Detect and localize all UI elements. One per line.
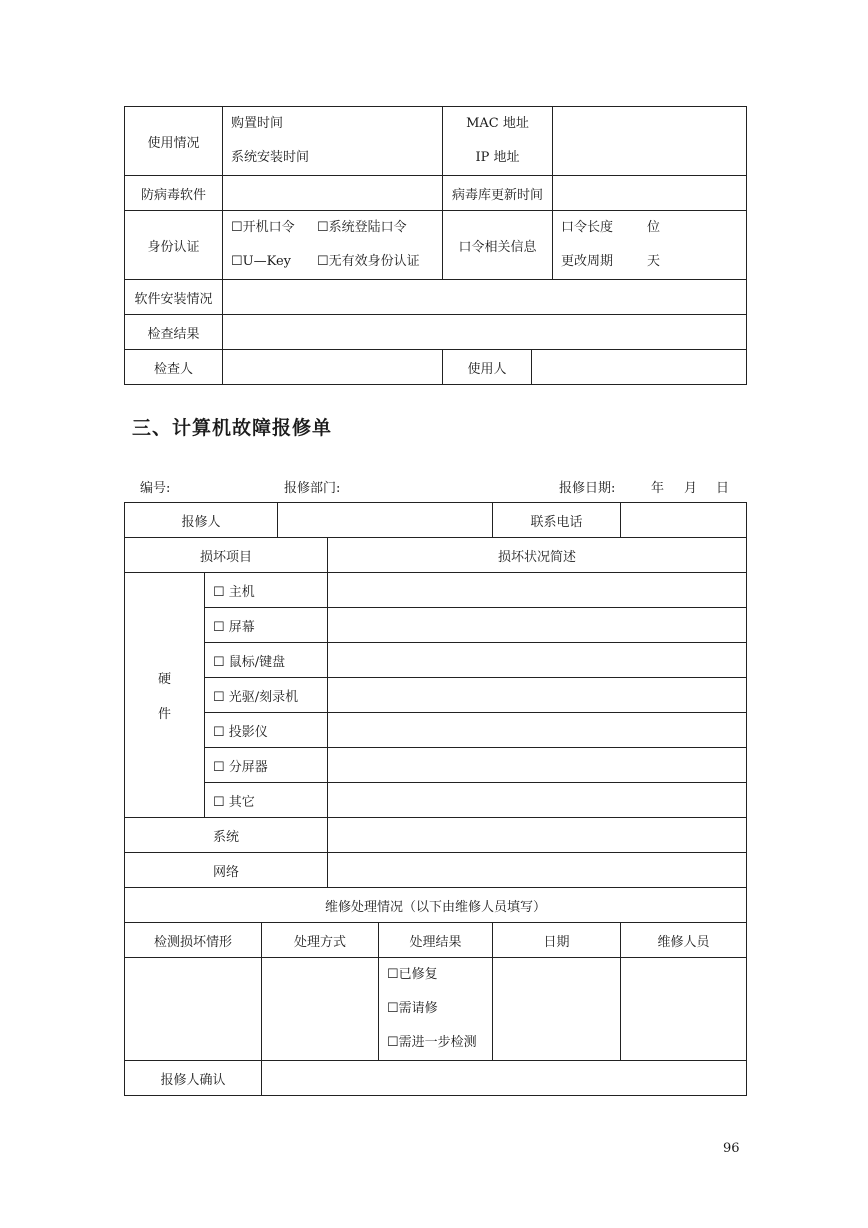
needs-request-checkbox[interactable]: ☐需请修 <box>387 1001 438 1016</box>
antivirus-value[interactable] <box>223 176 443 211</box>
hardware-item[interactable]: ☐ 光驱/刻录机 <box>205 678 328 713</box>
inspector-label: 检查人 <box>125 350 223 385</box>
handling-result-header: 处理结果 <box>379 923 493 958</box>
repair-section-title: 维修处理情况（以下由维修人员填写） <box>125 888 747 923</box>
date-header: 日期 <box>493 923 621 958</box>
reporter-confirm-label: 报修人确认 <box>125 1061 262 1096</box>
needs-further-check-checkbox[interactable]: ☐需进一步检测 <box>387 1035 477 1050</box>
user-label: 使用人 <box>443 350 532 385</box>
hardware-item[interactable]: ☐ 分屏器 <box>205 748 328 783</box>
hardware-item-status[interactable] <box>328 783 747 818</box>
network-address-labels <box>443 107 553 176</box>
hardware-item-status[interactable] <box>328 573 747 608</box>
handling-result-options <box>379 958 493 1061</box>
change-period-unit: 天 <box>647 254 661 269</box>
purchase-time-label: 购置时间 <box>231 116 284 131</box>
number-label: 编号: <box>140 481 171 496</box>
day-label: 日 <box>716 481 730 496</box>
contact-phone-value[interactable] <box>621 503 747 538</box>
inspection-result-value[interactable] <box>223 315 747 350</box>
antivirus-label: 防病毒软件 <box>125 176 223 211</box>
system-install-time-label: 系统安装时间 <box>231 150 310 165</box>
password-length-unit: 位 <box>647 220 661 235</box>
network-status[interactable] <box>328 853 747 888</box>
reporter-confirm-value[interactable] <box>262 1061 747 1096</box>
year-label: 年 <box>651 481 665 496</box>
hardware-item[interactable]: ☐ 主机 <box>205 573 328 608</box>
report-date-label: 报修日期: <box>559 481 616 496</box>
identity-options <box>223 211 443 280</box>
repair-staff-header: 维修人员 <box>621 923 747 958</box>
virus-db-update-value[interactable] <box>553 176 747 211</box>
detect-damage-header: 检测损坏情形 <box>125 923 262 958</box>
inspector-value[interactable] <box>223 350 443 385</box>
no-auth-checkbox[interactable]: ☐无有效身份认证 <box>317 254 420 269</box>
user-value[interactable] <box>532 350 747 385</box>
handling-method-value[interactable] <box>262 958 379 1061</box>
inspection-table <box>124 106 747 385</box>
damage-status-header: 损坏状况简述 <box>328 538 747 573</box>
ukey-checkbox[interactable]: ☐U—Key <box>231 254 292 269</box>
department-label: 报修部门: <box>284 481 341 496</box>
month-label: 月 <box>684 481 698 496</box>
ip-address-label: IP 地址 <box>475 150 520 165</box>
reporter-value[interactable] <box>278 503 493 538</box>
usage-label: 使用情况 <box>125 107 223 176</box>
software-install-label: 软件安装情况 <box>125 280 223 315</box>
hardware-label <box>125 573 205 818</box>
change-period-label: 更改周期 <box>561 254 614 269</box>
hardware-item[interactable]: ☐ 鼠标/键盘 <box>205 643 328 678</box>
date-value[interactable] <box>493 958 621 1061</box>
damaged-item-header: 损坏项目 <box>125 538 328 573</box>
hardware-item[interactable]: ☐ 屏幕 <box>205 608 328 643</box>
hardware-item[interactable]: ☐ 投影仪 <box>205 713 328 748</box>
hardware-char-1: 硬 <box>157 672 171 687</box>
section-title: 三、计算机故障报修单 <box>132 417 333 439</box>
system-label: 系统 <box>125 818 328 853</box>
hardware-item-status[interactable] <box>328 713 747 748</box>
hardware-item-status[interactable] <box>328 608 747 643</box>
hardware-item[interactable]: ☐ 其它 <box>205 783 328 818</box>
virus-db-update-label: 病毒库更新时间 <box>443 176 553 211</box>
repair-staff-value[interactable] <box>621 958 747 1061</box>
repair-form-table <box>124 502 747 1096</box>
repaired-checkbox[interactable]: ☐已修复 <box>387 967 438 982</box>
identity-label: 身份认证 <box>125 211 223 280</box>
hardware-item-status[interactable] <box>328 643 747 678</box>
network-label: 网络 <box>125 853 328 888</box>
hardware-item-status[interactable] <box>328 748 747 783</box>
inspection-result-label: 检查结果 <box>125 315 223 350</box>
network-address-value[interactable] <box>553 107 747 176</box>
handling-method-header: 处理方式 <box>262 923 379 958</box>
password-info-label: 口令相关信息 <box>443 211 553 280</box>
reporter-label: 报修人 <box>125 503 278 538</box>
password-length-label: 口令长度 <box>561 220 614 235</box>
system-status[interactable] <box>328 818 747 853</box>
contact-phone-label: 联系电话 <box>493 503 621 538</box>
boot-password-checkbox[interactable]: ☐开机口令 <box>231 220 295 235</box>
password-info-values[interactable] <box>553 211 747 280</box>
page-number: 96 <box>723 1141 740 1156</box>
hardware-item-status[interactable] <box>328 678 747 713</box>
hardware-char-2: 件 <box>157 707 171 722</box>
detect-damage-value[interactable] <box>125 958 262 1061</box>
software-install-value[interactable] <box>223 280 747 315</box>
login-password-checkbox[interactable]: ☐系统登陆口令 <box>317 220 407 235</box>
mac-address-label: MAC 地址 <box>466 116 529 131</box>
usage-times-cell[interactable] <box>223 107 443 176</box>
